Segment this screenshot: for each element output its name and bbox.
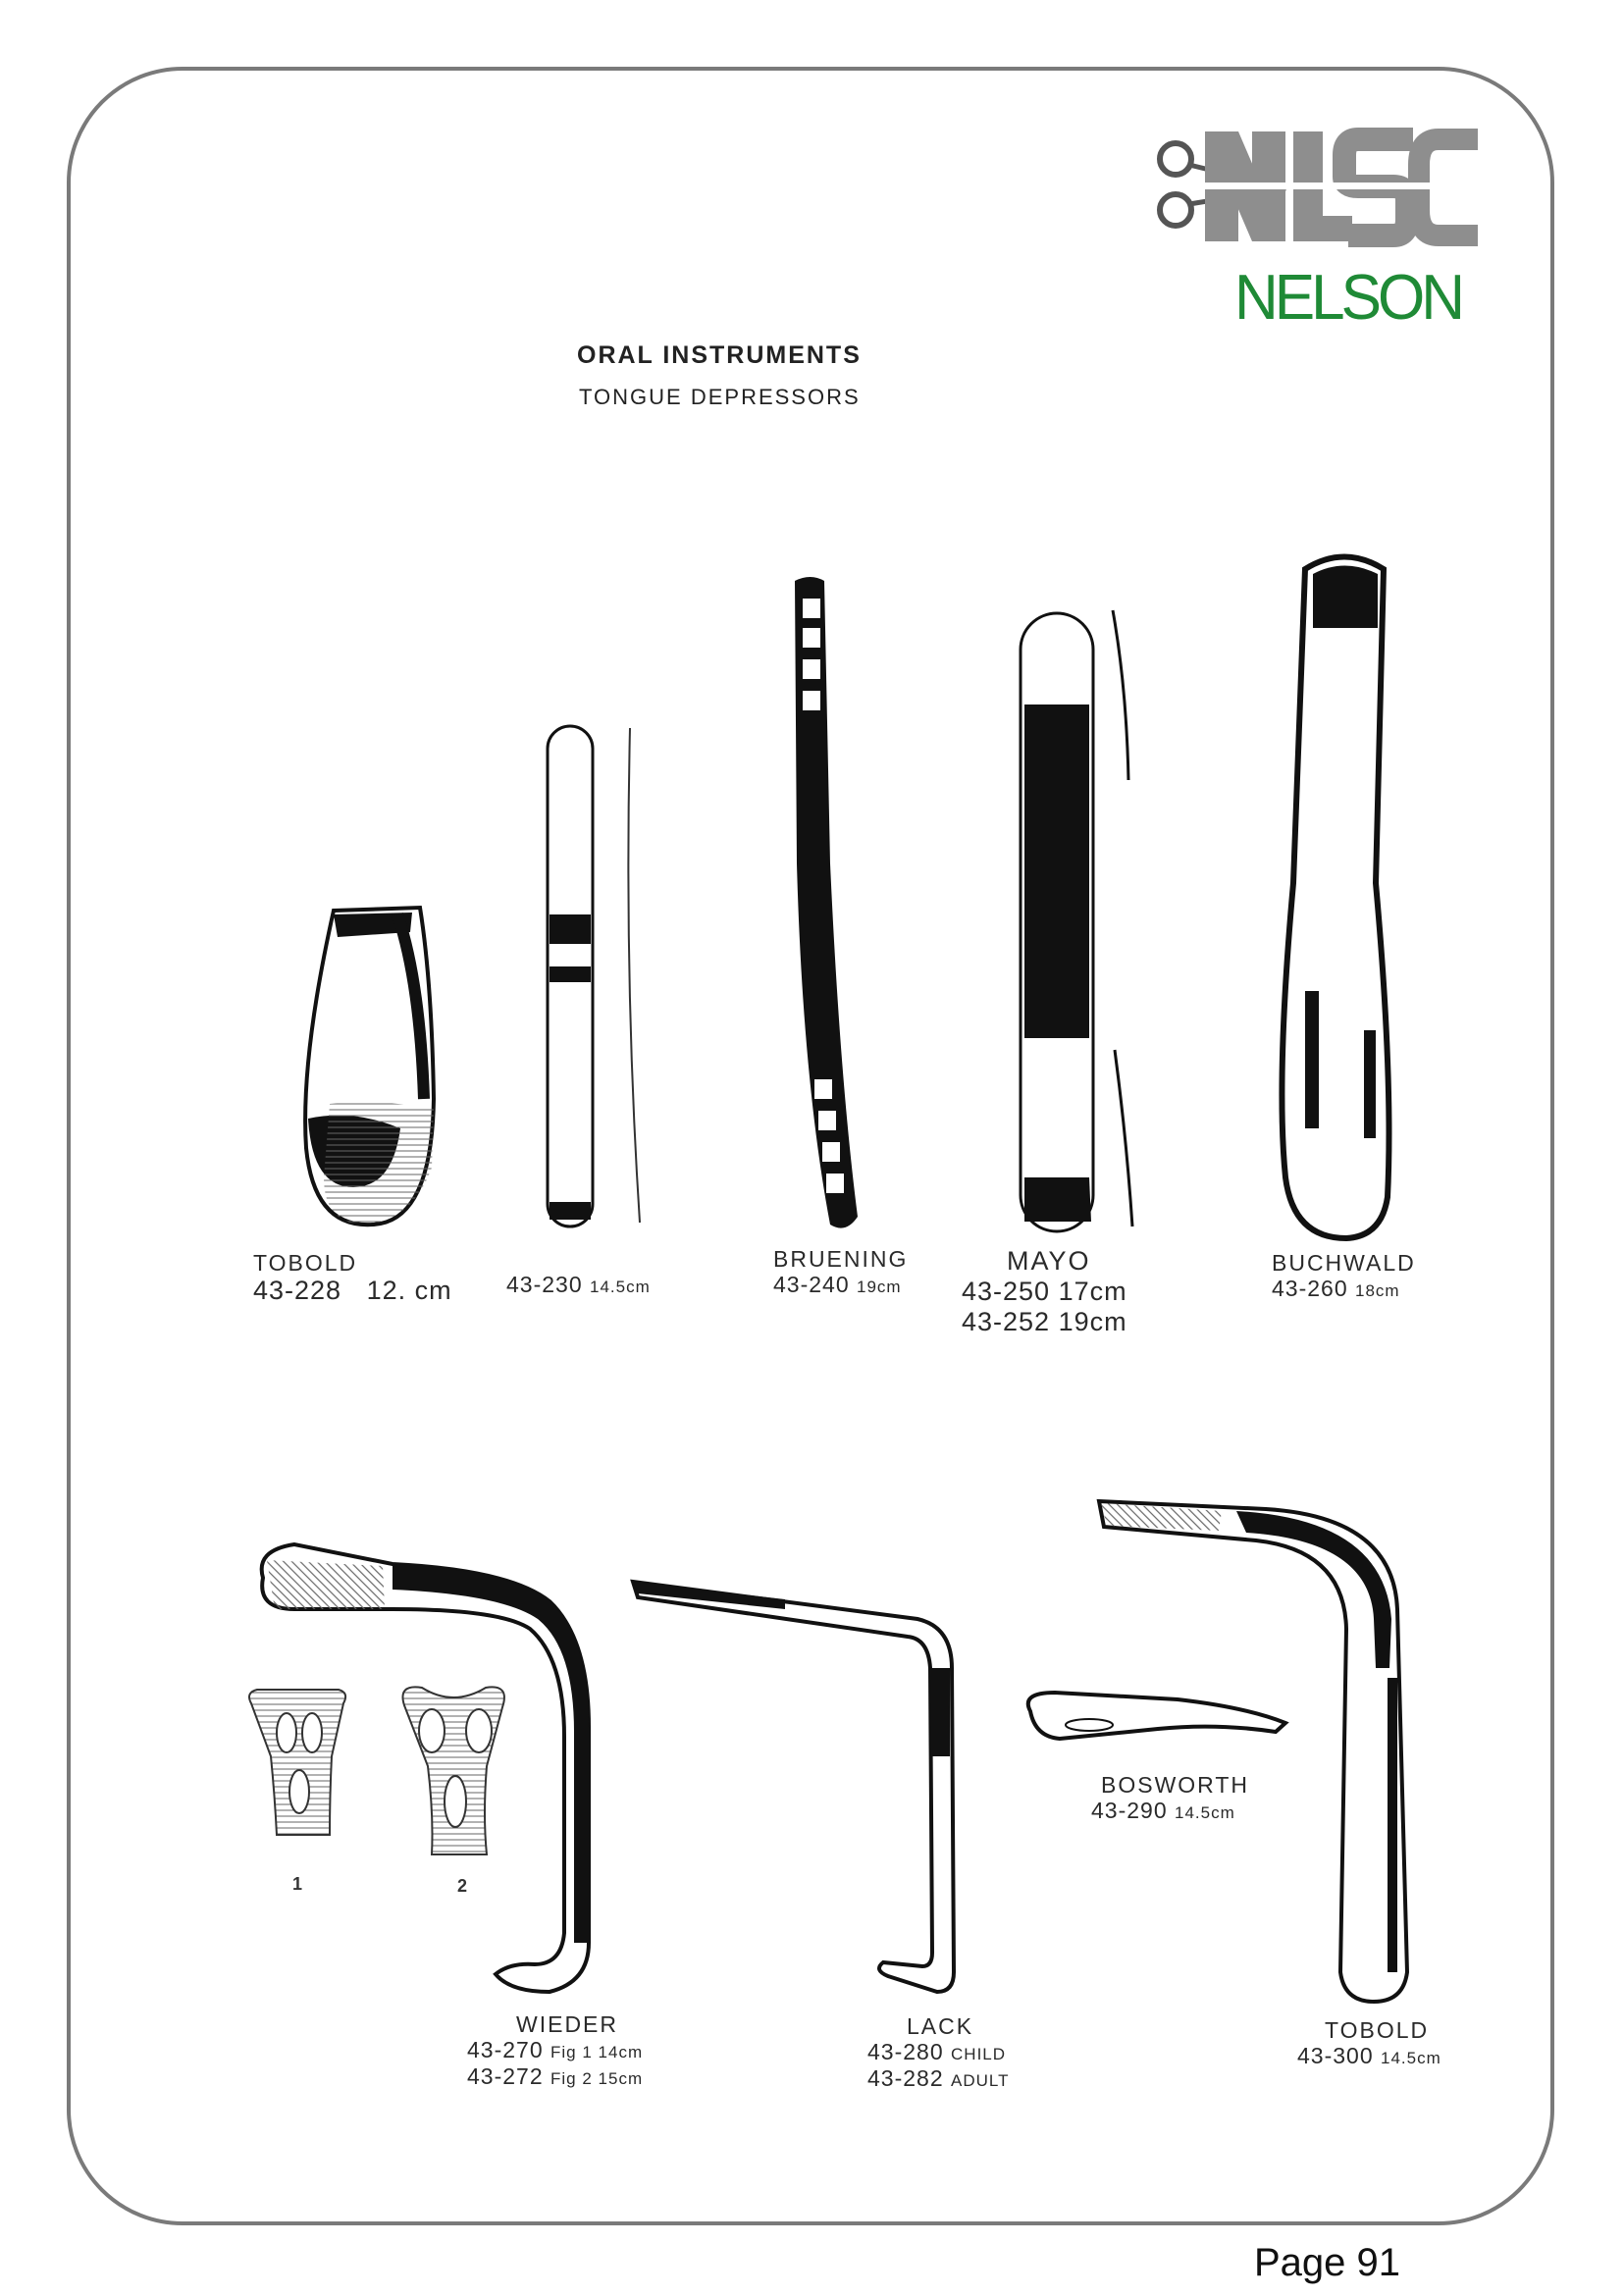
depressor-43-230-drawing (548, 726, 640, 1226)
depressor-43-230-label: 43-230 14.5cm (506, 1272, 651, 1297)
page-number: Page 91 (1254, 2241, 1401, 2284)
lack-43-280-drawing (633, 1582, 954, 1992)
bruening-43-240-drawing (795, 577, 858, 1228)
section-subheading: TONGUE DEPRESSORS (579, 385, 861, 409)
tobold-43-228-drawing (305, 908, 434, 1225)
bosworth-43-290-label: BOSWORTH 43-290 14.5cm (1091, 1772, 1250, 1824)
bruening-43-240-label: BRUENING 43-240 19cm (773, 1246, 909, 1298)
section-heading: ORAL INSTRUMENTS (577, 341, 862, 369)
buchwald-43-260-drawing (1282, 557, 1388, 1239)
wieder-label: WIEDER 43-270 Fig 1 14cm 43-272 Fig 2 15cm (467, 2011, 644, 2089)
buchwald-43-260-label: BUCHWALD 43-260 18cm (1272, 1250, 1416, 1302)
figure-2-label: 2 (457, 1876, 468, 1896)
mayo-43-250-label: MAYO 43-250 17cm 43-252 19cm (962, 1246, 1127, 1337)
brand-name: NELSON (1234, 262, 1461, 334)
tobold-43-300-drawing (1099, 1501, 1407, 2002)
wieder-43-270-drawing (249, 1544, 589, 1992)
bosworth-43-290-drawing (1028, 1693, 1285, 1739)
tobold-43-300-label: TOBOLD 43-300 14.5cm (1297, 2017, 1441, 2069)
tobold-43-228-label: TOBOLD 43-228 12. cm (253, 1250, 452, 1306)
mayo-43-250-drawing (1021, 610, 1132, 1231)
lack-label: LACK 43-280 CHILD 43-282 ADULT (867, 2013, 1010, 2091)
figure-1-label: 1 (292, 1874, 303, 1894)
